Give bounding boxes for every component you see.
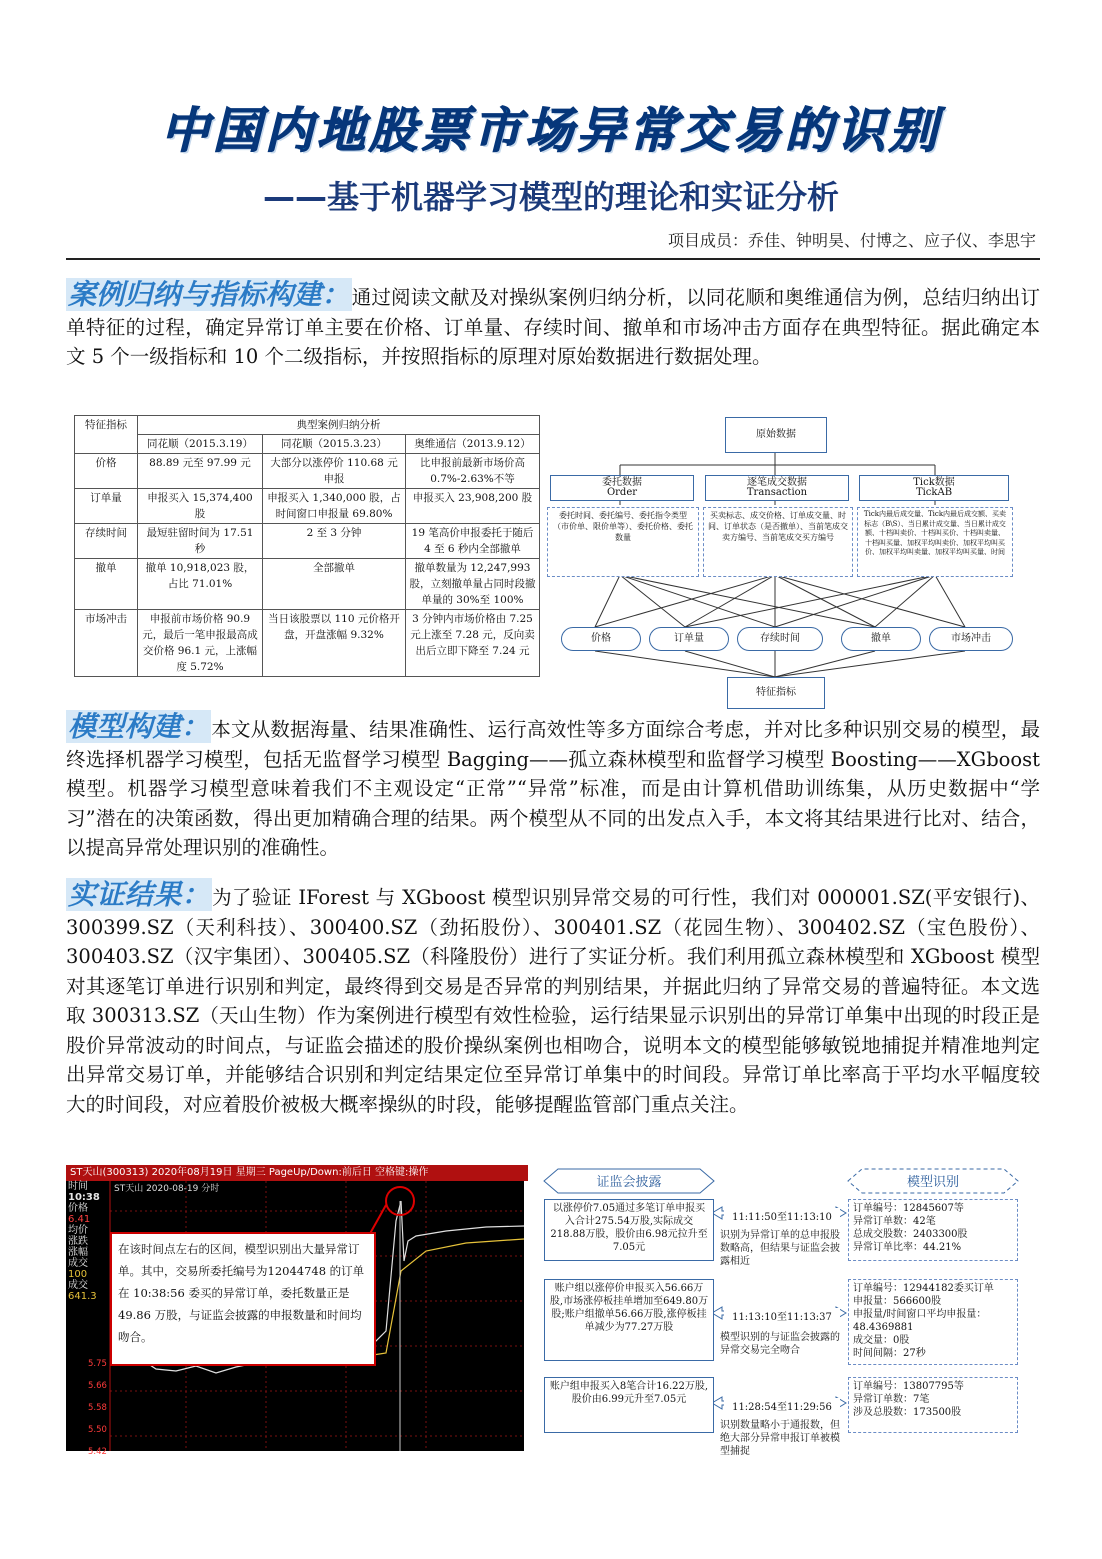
flow-source-tick [859, 475, 1009, 501]
section-heading: 案例归纳与指标构建： [68, 278, 350, 311]
disclosure-box: 账户组申报买入8笔合计16.22万股,股价由6.99元升至7.05元 [544, 1377, 714, 1433]
chart-title-bar: ST天山(300313) 2020年08月19日 星期三 PageUp/Down:前后日 空格键:操作 [66, 1165, 528, 1181]
table-header-cell: 奥维通信（2013.9.12） [406, 435, 540, 454]
disclosure-title: 证监会披露 [596, 1175, 662, 1190]
case-table [74, 415, 540, 677]
flow-source-cn: 逐笔成交数据 [747, 477, 807, 488]
table-cell: 撤单 [75, 559, 138, 610]
section-text: 为了验证 IForest 与 XGboost 模型识别异常交易的可行性，我们对 000001.SZ(平安银行)、300399.SZ（天利科技）、300400.SZ（劲拓股份）、300401.SZ（花园生物）、300402.SZ（宝色股份）、300403.SZ（汉宇集团）、300405.SZ（科隆股份）进行了实证分析。我们利用孤立森林模型和 XGboost 模型对其逐笔订单进行识别和判定，最终得到交易是否异常的判别结果，并据此归纳了异常交易的普遍特征。本文选取 300313.SZ（天山生物）作为案例进行模型有效性检验，运行结果显示识别出的异常订单集中出现的时段正是股价异常波动的时间点，与证监会描述的股价操纵案例也相吻合，说明本文的模型能够敏锐地捕捉并精准地判定出异常交易订单，并能够结合识别和判定结果定位至异常订单集中的时间段。异常订单比率高于平均水平幅度较大的时间段，对应着股价被极大概率操纵的时段，能够提醒监管部门重点关注。 [66, 886, 1040, 1116]
table-cell: 最短驻留时间为 17.51 秒 [138, 524, 263, 559]
page-subtitle: ——基于机器学习模型的理论和实证分析 [262, 178, 839, 216]
table-cell: 大部分以涨停价 110.68 元申报 [263, 454, 406, 489]
flow-source-en: TickAB [915, 487, 953, 498]
flow-feature-node: 存续时间 [737, 627, 823, 651]
table-cell: 当日该股票以 110 元价格开盘，开盘涨幅 9.32% [263, 610, 406, 677]
case-table-wrap [74, 415, 540, 677]
table-cell: 19 笔高价申报委托于随后 4 至 6 秒内全部撤单 [406, 524, 540, 559]
flow-source-cn: Tick数据 [913, 477, 955, 488]
project-members: 项目成员：乔佳、钟明昊、付博之、应子仪、李思宇 [667, 231, 1036, 250]
side-label: 时间 [68, 1181, 88, 1192]
time-range: 11:28:54至11:29:56 [724, 1398, 840, 1413]
time-range: 11:13:10至11:13:37 [724, 1308, 840, 1323]
table-cell: 撤单数量为 12,247,993 股，立刻撤单量占同时段撤单量的 30%至 100% [406, 559, 540, 610]
table-header-cell: 同花顺（2015.3.23） [263, 435, 406, 454]
comparison-note: 识别数量略小于通报数，但绝大部分异常申报订单被模型捕捉 [720, 1420, 840, 1457]
flow-feature-node: 撤单 [841, 627, 921, 651]
section-heading: 模型构建： [68, 710, 210, 743]
table-cell: 申报买入 23,908,200 股 [406, 489, 540, 524]
table-cell: 申报买入 1,340,000 股，占时间窗口申报量 69.80% [263, 489, 406, 524]
comparison-note: 识别为异常订单的总申报股数略高，但结果与证监会披露相近 [720, 1230, 840, 1267]
table-cell: 价格 [75, 454, 138, 489]
section-results [66, 880, 1040, 1119]
model-title: 模型识别 [906, 1175, 959, 1190]
flow-source-transaction [705, 475, 849, 501]
flow-detail-tick: Tick内最后成交量、Tick内最后成交额、买卖标志（B\S）、当日累计成交量、当日累计成交额、十档叫卖价、十档叫买价、十档叫卖量、十档叫买量、加权平均叫卖价、加权平均叫买价、加权平均叫卖量、加权平均叫买量、时间 [857, 507, 1013, 577]
side-label: 成交 [68, 1258, 88, 1269]
table-header-cell: 同花顺（2015.3.19） [138, 435, 263, 454]
side-label: 均价 [68, 1225, 88, 1236]
table-header-cell: 特征指标 [75, 416, 138, 454]
axis-tick: 5.75 [88, 1359, 107, 1369]
flow-source-en: Transaction [746, 487, 808, 498]
chart-price-axis [88, 1353, 107, 1463]
table-cell: 撤单 10,918,023 股，占比 71.01% [138, 559, 263, 610]
flow-source-en: Order [606, 487, 638, 498]
chart-side-panel [68, 1181, 110, 1302]
flow-feature-node: 市场冲击 [929, 627, 1013, 651]
table-cell: 申报买入 15,374,400 股 [138, 489, 263, 524]
table-row [75, 454, 540, 489]
time-range: 11:11:50至11:13:10 [724, 1208, 840, 1223]
table-cell: 3 分钟内市场价格由 7.25 元上涨至 7.28 元，反向卖出后立即下降至 7.24 元 [406, 610, 540, 677]
axis-tick: 5.58 [88, 1403, 107, 1413]
table-row [75, 489, 540, 524]
flow-sink-node: 特征指标 [727, 677, 825, 709]
side-value: 10:38 [68, 1192, 100, 1203]
disclosure-box: 以涨停价7.05通过多笔订单申报买入合计275.54万股,实际成交218.88万股，股价由6.98元拉升至7.05元 [544, 1199, 714, 1261]
flow-feature-node: 价格 [561, 627, 641, 651]
flow-root-node: 原始数据 [725, 417, 827, 453]
chart-callout: 在该时间点左右的区间，模型识别出大量异常订单。其中，交易所委托编号为12044748 的订单在 10:38:56 委买的异常订单，委托数量正是 49.86 万股，与证监会披露的申报数量和时间均吻合。 [110, 1232, 376, 1366]
table-cell: 存续时间 [75, 524, 138, 559]
indicator-flow-diagram [545, 415, 1020, 710]
disclosure-box: 账户组以涨停价申报买入56.66万股,市场涨停板挂单增加至649.80万股;账户组撤单56.66万股,涨停板挂单减少为77.27万股 [544, 1279, 714, 1361]
table-header-cell: 典型案例归纳分析 [138, 416, 540, 435]
side-value: 100 [68, 1269, 88, 1280]
model-box: 订单编号：12944182委买订单 申报量：566600股 申报量/时间窗口平均申报量：48.4369881 成交量：0股 时间间隔：27秒 [848, 1279, 1018, 1365]
section-text: 通过阅读文献及对操纵案例归纳分析，以同花顺和奥维通信为例，总结归纳出订单特征的过程，确定异常订单主要在价格、订单量、存续时间、撤单和市场冲击方面存在典型特征。据此确定本文 5 个一级指标和 10 个二级指标，并按照指标的原理对原始数据进行数据处理。 [66, 286, 1040, 368]
table-cell: 全部撤单 [263, 559, 406, 610]
section-text: 本文从数据海量、结果准确性、运行高效性等多方面综合考虑，并对比多种识别交易的模型，最终选择机器学习模型，包括无监督学习模型 Bagging——孤立森林模型和监督学习模型 Boosting——XGboost 模型。机器学习模型意味着我们不主观设定“正常”“异常”标准，而是由计算机借助训练集，从历史数据中“学习”潜在的决策函数，得出更加精确合理的结果。两个模型从不同的出发点入手，本文将其结果进行比对、结合，以提高异常处理识别的准确性。 [66, 718, 1040, 859]
axis-tick: 5.42 [88, 1447, 107, 1457]
comparison-diagram [540, 1165, 1025, 1463]
side-label: 价格 [68, 1203, 88, 1214]
flow-detail-transaction: 买卖标志、成交价格、订单成交量、时间、订单状态（是否撤单）、当前笔成交卖方编号、当前笔成交买方编号 [703, 507, 853, 577]
chart-subtitle: ST天山 2020-08-19 分时 [114, 1184, 220, 1194]
flow-feature-node: 订单量 [649, 627, 729, 651]
table-row [75, 524, 540, 559]
header-divider [66, 258, 1040, 260]
table-cell: 88.89 元至 97.99 元 [138, 454, 263, 489]
section-model [66, 712, 1040, 863]
table-row [75, 610, 540, 677]
flow-source-cn: 委托数据 [602, 477, 642, 488]
side-label: 涨幅 [68, 1247, 88, 1258]
table-cell: 2 至 3 分钟 [263, 524, 406, 559]
side-value: 6.41 [68, 1214, 91, 1225]
axis-tick: 5.66 [88, 1381, 107, 1391]
axis-tick: 5.50 [88, 1425, 107, 1435]
table-cell: 申报前市场价格 90.9 元，最后一笔申报最高成交价格 96.1 元，上涨幅度 5.72% [138, 610, 263, 677]
flow-source-order [550, 475, 694, 501]
side-label: 涨跌 [68, 1236, 88, 1247]
section-heading: 实证结果： [68, 878, 211, 911]
model-box: 订单编号：12845607等 异常订单数：42笔 总成交股数：2403300股 异常订单比率：44.21% [848, 1199, 1018, 1261]
model-box: 订单编号：13807795等 异常订单数：7笔 涉及总股数：173500股 [848, 1377, 1018, 1433]
flow-detail-order: 委托时间、委托编号、委托指令类型（市价单、限价单等）、委托价格、委托数量 [547, 507, 699, 577]
table-row [75, 559, 540, 610]
table-cell: 比申报前最新市场价高 0.7%-2.63%不等 [406, 454, 540, 489]
table-cell: 市场冲击 [75, 610, 138, 677]
section-case-summary [66, 280, 1040, 372]
page-title: 中国内地股票市场异常交易的识别 [160, 103, 941, 159]
comparison-note: 模型识别的与证监会披露的异常交易完全吻合 [720, 1332, 840, 1356]
side-label: 成交 [68, 1280, 88, 1291]
table-cell: 订单量 [75, 489, 138, 524]
side-value: 641.3 [68, 1291, 97, 1302]
